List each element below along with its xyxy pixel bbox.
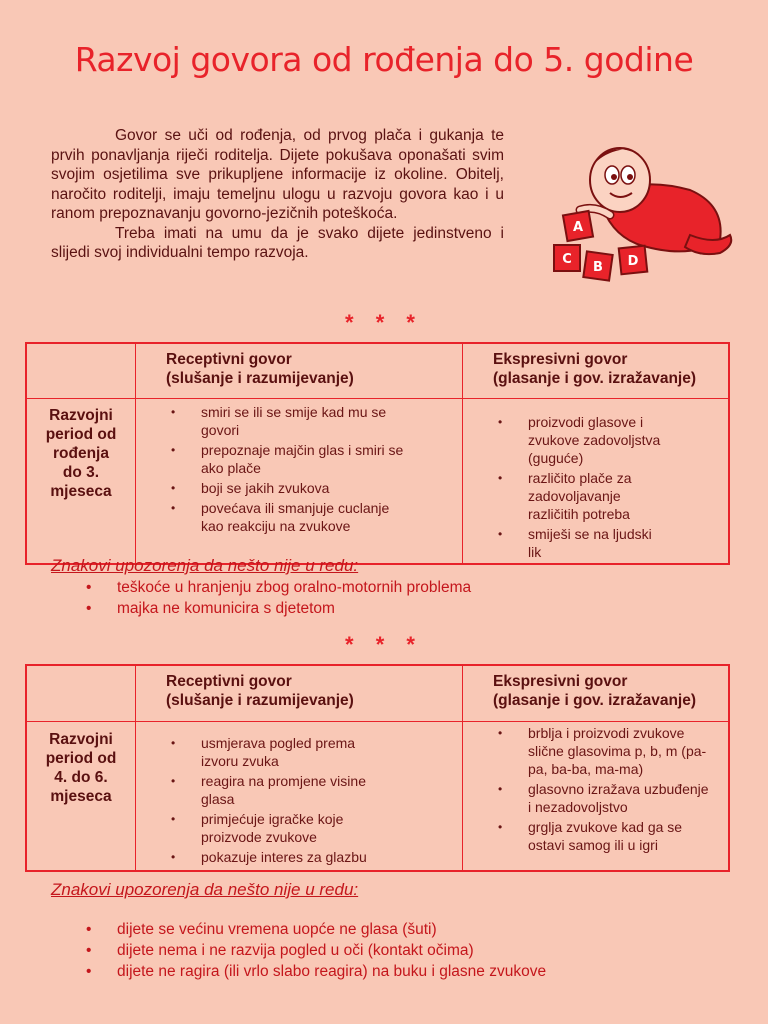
expressive-cell <box>463 721 730 871</box>
list-item: • pokazuje interes za glazbu <box>136 848 382 866</box>
receptive-header: Receptivni govor (slušanje i razumijevanje) <box>136 665 463 721</box>
list-item: • glasovno izražava uzbuđenje i nezadovoljstvo <box>463 780 713 816</box>
development-table-4-6-months <box>25 664 730 872</box>
page-title: Razvoj govora od rođenja do 5. godine <box>74 40 694 79</box>
list-item: • smiješi se na ljudski lik <box>463 525 668 561</box>
warning-title: Znakovi upozorenja da nešto nije u redu: <box>51 556 359 575</box>
separator: * * * <box>345 632 423 657</box>
intro-paragraph-2: Treba imati na umu da je svako dijete jedinstveno i slijedi svoj individualni tempo razvoja. <box>51 224 504 261</box>
receptive-cell <box>136 721 463 871</box>
list-item: • različito plače za zadovoljavanje različitih potreba <box>463 469 668 523</box>
expressive-header: Ekspresivni govor (glasanje i gov. izražavanje) <box>463 343 730 398</box>
warning-item: • majka ne komunicira s djetetom <box>0 598 471 619</box>
list-item: • reagira na promjene visine glasa <box>136 772 382 808</box>
list-item: • prepoznaje majčin glas i smiri se ako plače <box>136 441 412 477</box>
expressive-cell <box>463 398 730 564</box>
baby-with-alphabet-blocks-icon <box>540 135 740 295</box>
warning-item: • dijete se većinu vremena uopće ne glasa (šuti) <box>0 919 546 940</box>
block-letter-c: C <box>562 252 572 267</box>
list-item: • usmjerava pogled prema izvoru zvuka <box>136 734 382 770</box>
intro-paragraph-1: Govor se uči od rođenja, od prvog plača i gukanja te prvih ponavljanja riječi roditelja. Dijete pokušava oponašati svim svojim osjetilima sve prikupljene informacije iz okoline. Obitelj, naročito roditelji, imaju temeljnu ulogu u razvoju govora kao i u ranom prepoznavanju govorno-jezičnih poteškoća. <box>51 127 504 222</box>
list-item: • smiri se ili se smije kad mu se govori <box>136 403 412 439</box>
warning-list <box>0 577 471 619</box>
separator: * * * <box>345 310 423 335</box>
block-letter-b: B <box>593 260 603 275</box>
development-table-0-3-months <box>25 342 730 565</box>
list-item: • proizvodi glasove i zvukove zadovoljstva (guguće) <box>463 413 668 467</box>
list-item: • grglja zvukove kad ga se ostavi samog ili u igri <box>463 818 713 854</box>
block-letter-a: A <box>572 220 584 235</box>
receptive-header: Receptivni govor (slušanje i razumijevanje) <box>136 343 463 398</box>
list-item: • brblja i proizvodi zvukove slične glasovima p, b, m (pa-pa, ba-ba, ma-ma) <box>463 724 713 778</box>
period-label: Razvojni period od 4. do 6. mjeseca <box>26 721 136 871</box>
expressive-header: Ekspresivni govor (glasanje i gov. izražavanje) <box>463 665 730 721</box>
warning-item: • teškoće u hranjenju zbog oralno-motornih problema <box>0 577 471 598</box>
warning-item: • dijete nema i ne razvija pogled u oči (kontakt očima) <box>0 940 546 961</box>
warning-item: • dijete ne ragira (ili vrlo slabo reagira) na buku i glasne zvukove <box>0 961 546 982</box>
warning-list <box>0 919 546 982</box>
receptive-cell <box>136 398 463 564</box>
period-label: Razvojni period od rođenja do 3. mjeseca <box>26 398 136 564</box>
warning-title: Znakovi upozorenja da nešto nije u redu: <box>51 880 359 899</box>
intro-text <box>51 126 504 263</box>
list-item: • boji se jakih zvukova <box>136 479 412 497</box>
list-item: • primjećuje igračke koje proizvode zvukove <box>136 810 382 846</box>
list-item: • povećava ili smanjuje cuclanje kao reakciju na zvukove <box>136 499 412 535</box>
block-letter-d: D <box>627 254 639 269</box>
